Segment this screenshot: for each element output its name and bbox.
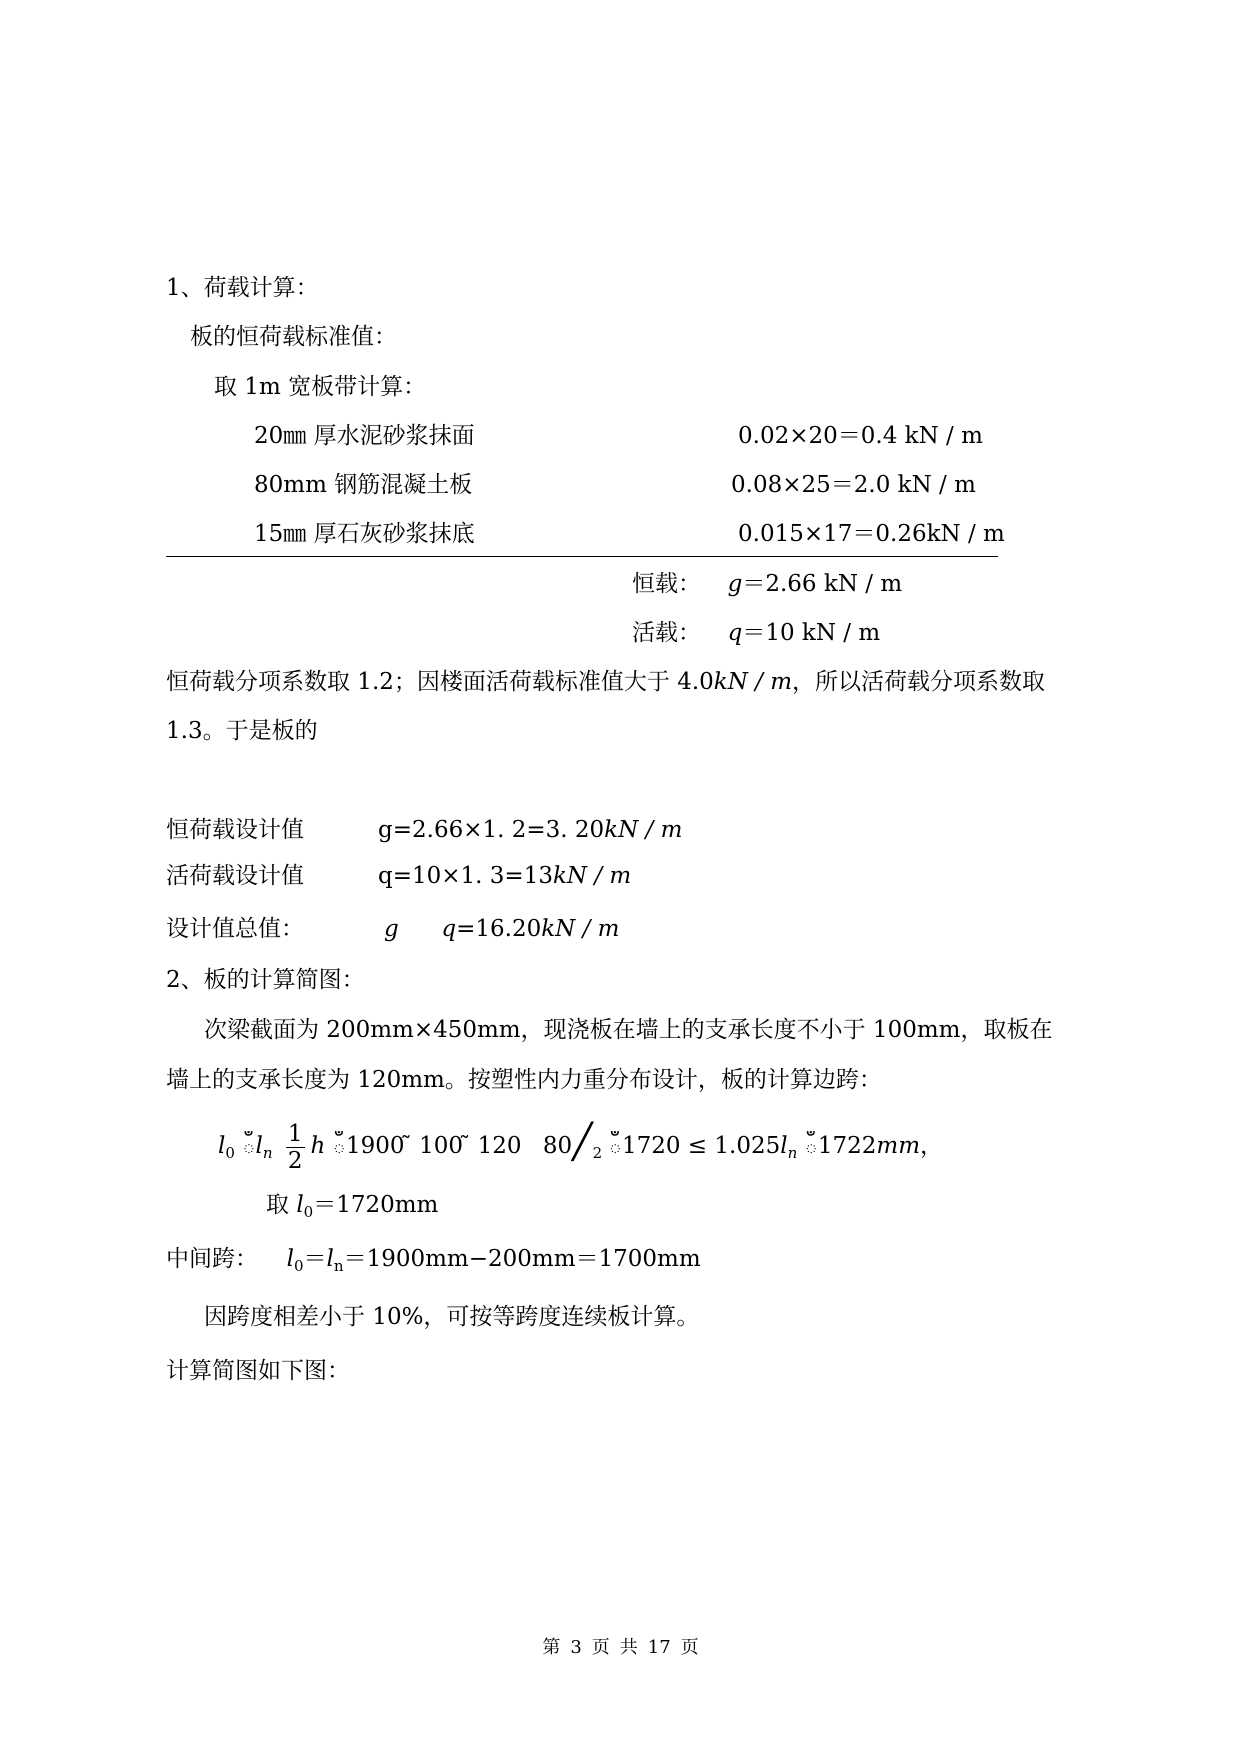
dead-load-value: ＝2.66 kN / m [742, 571, 903, 597]
take-l: l [296, 1192, 304, 1218]
factor-value: 4.0 [677, 669, 714, 695]
live-load-value: ＝10 kN / m [742, 620, 881, 646]
take-sub: 0 [303, 1203, 314, 1221]
design-dead-expr: g=2.66×1. 2=3. 20 [378, 817, 605, 843]
take-prefix: 取 [266, 1192, 297, 1218]
formula-fraction-half [286, 1121, 305, 1174]
mid-span-line [166, 1244, 701, 1281]
mid-subn: n [333, 1257, 344, 1275]
footer-page-number: 3 [570, 1637, 582, 1658]
design-live-expr: q=10×1. 3=13 [378, 863, 553, 889]
dead-load-subheading: 板的恒荷载标准值： [190, 324, 397, 350]
formula-l0: l [218, 1133, 226, 1159]
formula-frac2-den: 2 [592, 1144, 603, 1162]
mid-value: ＝1900mm−200mm＝1700mm [343, 1246, 701, 1272]
footer-total-unit: 页 [680, 1637, 699, 1658]
live-load-total [632, 618, 880, 648]
design-live-unit: kN / m [552, 863, 632, 889]
formula-mid: 1900 ̃ 100 ̃ 120 [345, 1133, 522, 1159]
design-total-unit: kN / m [541, 916, 620, 942]
take-value: ＝1720mm [313, 1192, 439, 1218]
formula-eq2: ఀ [332, 1133, 346, 1159]
formula-frac-num: 1 [287, 1120, 303, 1147]
formula-frac2-num: 80 [542, 1133, 573, 1159]
formula-frac-den: 2 [287, 1147, 303, 1174]
formula-eq1: ఀ [242, 1133, 256, 1159]
footer-total-prefix: 共 [619, 1637, 638, 1658]
layer-1-label: 20㎜ 厚水泥砂浆抹面 [254, 423, 475, 449]
mid-l0: l [286, 1246, 294, 1272]
layer-1-value: 0.02×20＝0.4 kN / m [738, 423, 983, 449]
live-load-symbol: q [727, 620, 743, 646]
formula-subn: n [262, 1144, 273, 1162]
diagram-caption: 计算简图如下图： [166, 1358, 350, 1384]
live-load-label: 活载： [632, 620, 701, 646]
mid-span-label: 中间跨： [166, 1246, 258, 1272]
factor-paragraph-line1 [166, 667, 1045, 697]
strip-note: 取 1m 宽板带计算： [214, 374, 427, 400]
design-dead-label: 恒荷载设计值 [166, 817, 304, 843]
factor-text-1: 恒荷载分项系数取 1.2；因楼面活荷载标准值大于 [166, 669, 678, 695]
design-total-value: =16.20 [456, 916, 542, 942]
mid-ln: l [326, 1246, 334, 1272]
design-total-g: g [384, 916, 399, 942]
layer-2-label: 80mm 钢筋混凝土板 [254, 472, 473, 498]
dead-load-symbol: g [727, 571, 743, 597]
footer-page-unit: 页 [591, 1637, 610, 1658]
design-total-expression [384, 914, 619, 944]
design-dead-unit: kN / m [604, 817, 683, 843]
formula-sub0: 0 [225, 1144, 235, 1162]
equal-span-note: 因跨度相差小于 10%，可按等跨度连续板计算。 [204, 1304, 700, 1330]
formula-h: h [310, 1133, 326, 1159]
formula-result2: 1722 [817, 1133, 877, 1159]
beam-paragraph-line1: 次梁截面为 200mm×450mm，现浇板在墙上的支承长度不小于 100mm，取板在 [204, 1017, 1053, 1043]
design-live-label: 活荷载设计值 [166, 863, 304, 889]
mid-sub0: 0 [293, 1257, 304, 1275]
formula-result1: 1720 ≤ 1.025 [621, 1133, 781, 1159]
footer-prefix: 第 [542, 1637, 561, 1658]
edge-span-take [266, 1190, 438, 1227]
formula-unit: mm [876, 1133, 921, 1159]
formula-ln: l [255, 1133, 263, 1159]
page-footer [0, 1636, 1241, 1660]
formula-comma: ， [920, 1133, 944, 1159]
section2-heading: 2、板的计算简图： [166, 967, 365, 993]
formula-subn2: n [787, 1144, 798, 1162]
beam-paragraph-line2: 墙上的支承长度为 120mm。按塑性内力重分布设计，板的计算边跨： [166, 1067, 882, 1093]
sum-divider [166, 556, 998, 557]
footer-total-pages: 17 [647, 1637, 671, 1658]
dead-load-total [632, 569, 902, 599]
section1-heading: 1、荷载计算： [166, 275, 319, 301]
factor-text-2: ，所以活荷载分项系数取 [792, 669, 1046, 695]
design-total-label: 设计值总值： [166, 916, 304, 942]
dead-load-label: 恒载： [632, 571, 701, 597]
factor-unit: kN / m [713, 669, 793, 695]
factor-paragraph-line2: 1.3。于是板的 [166, 718, 318, 744]
design-total-q: q [441, 916, 457, 942]
formula-ln2: l [780, 1133, 788, 1159]
edge-span-formula: $l_0$ $ఀl_n$ $\frac{1}{2}$ h ఀ1900 ̃ 100 ̃ 120 $80╱_2$ $1720 \le 1.025l_n$ ఀ1722mm， [218, 1120, 944, 1174]
layer-3-label: 15㎜ 厚石灰砂浆抹底 [254, 521, 475, 547]
design-live-expression [378, 861, 631, 891]
layer-2-value: 0.08×25＝2.0 kN / m [731, 472, 976, 498]
mid-eq: ＝ [303, 1246, 327, 1272]
layer-3-value: 0.015×17＝0.26kN / m [738, 521, 1005, 547]
design-dead-expression [378, 815, 682, 845]
formula-eq4: ఀ [804, 1133, 818, 1159]
